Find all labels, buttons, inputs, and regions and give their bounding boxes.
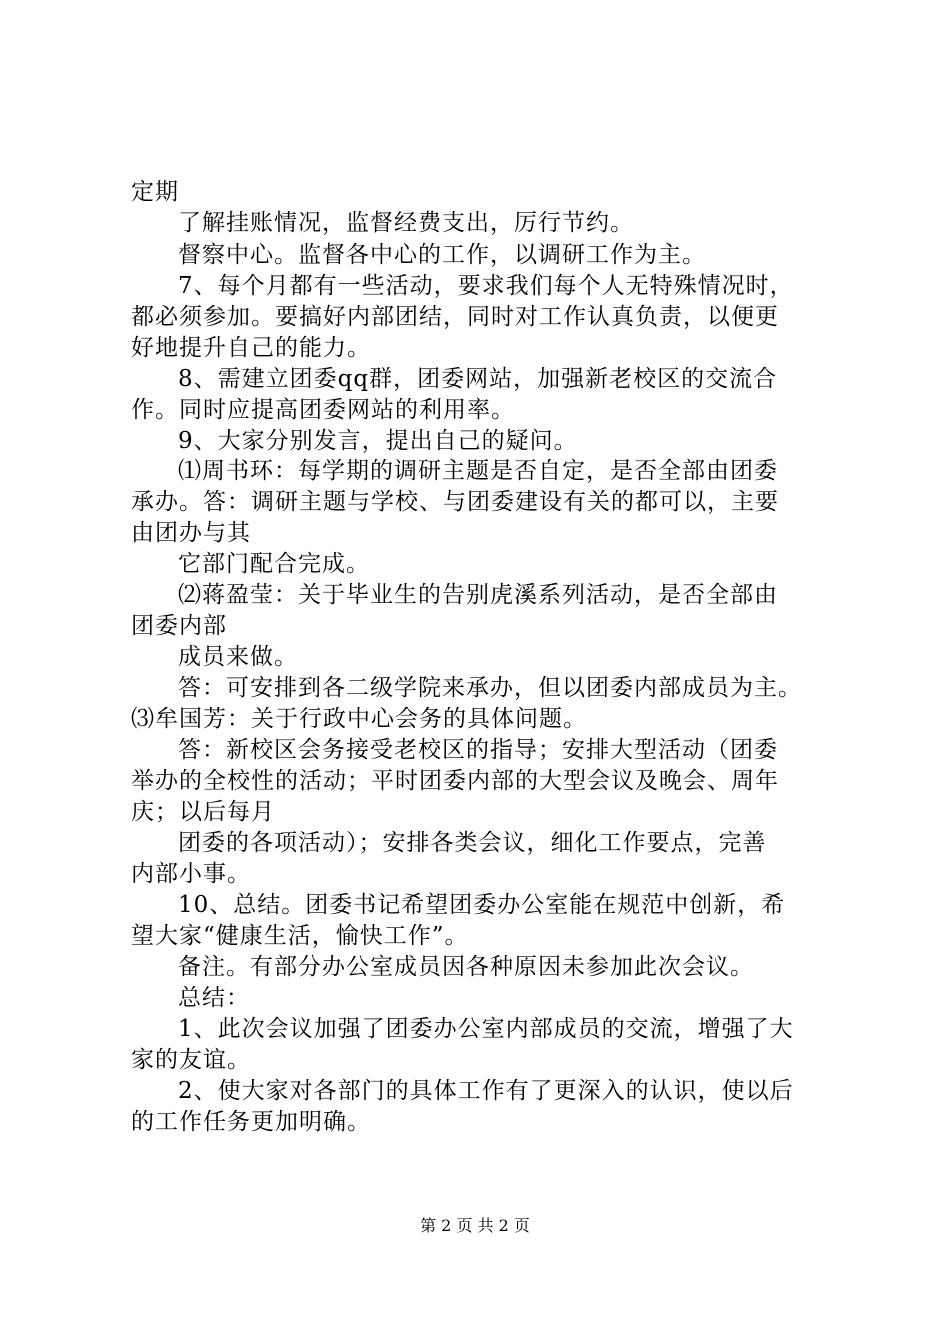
text-line: 团委的各项活动）；安排各类会议，细化工作要点，完善 [178, 830, 767, 856]
text-line: 了解挂账情况，监督经费支出，厉行节约。 [178, 210, 634, 236]
text-line: 成员来做。 [178, 644, 298, 670]
text-line: 好地提升自己的能力。 [131, 335, 371, 361]
text-line: 作。同时应提高团委网站的利用率。 [131, 397, 515, 423]
text-line: 内部小事。 [131, 861, 251, 887]
text-line: 都必须参加。要搞好内部团结，同时对工作认真负责，以便更 [131, 304, 779, 330]
text-line: 8、需建立团委qq群，团委网站，加强新老校区的交流合 [178, 366, 778, 392]
text-line: ⑶牟国芳：关于行政中心会务的具体问题。 [131, 706, 587, 732]
text-line: 备注。有部分办公室成员因各种原因未参加此次会议。 [178, 954, 754, 980]
text-line: 7、每个月都有一些活动，要求我们每个人无特殊情况时， [178, 273, 794, 299]
text-line: 总结： [178, 985, 250, 1011]
text-line: 举办的全校性的活动；平时团委内部的大型会议及晚会、周年 [131, 768, 779, 794]
text-line: 答：新校区会务接受老校区的指导；安排大型活动（团委 [178, 737, 778, 763]
text-line: 督察中心。监督各中心的工作，以调研工作为主。 [178, 242, 706, 268]
text-line: 家的友谊。 [131, 1047, 251, 1073]
text-line: 2、使大家对各部门的具体工作有了更深入的认识，使以后 [178, 1078, 794, 1104]
text-line: 它部门配合完成。 [178, 551, 370, 577]
text-line: 由团办与其 [131, 520, 251, 546]
text-line: 庆；以后每月 [131, 799, 275, 825]
text-line: 望大家“健康生活，愉快工作”。 [131, 923, 469, 949]
text-line: 10、总结。团委书记希望团委办公室能在规范中创新，希 [178, 892, 786, 918]
text-line: 的工作任务更加明确。 [131, 1109, 371, 1135]
page-number-footer: 第 2 页 共 2 页 [420, 1216, 530, 1235]
text-line: 定期 [131, 179, 179, 205]
text-line: 承办。答：调研主题与学校、与团委建设有关的都可以，主要 [131, 489, 779, 515]
text-line: 团委内部 [131, 613, 227, 639]
text-line: ⑵蒋盈莹：关于毕业生的告别虎溪系列活动，是否全部由 [178, 582, 778, 608]
text-line: ⑴周书环：每学期的调研主题是否自定，是否全部由团委 [178, 458, 778, 484]
text-line: 9、大家分别发言，提出自己的疑问。 [178, 428, 578, 454]
text-line: 答：可安排到各二级学院来承办，但以团委内部成员为主。 [178, 675, 802, 701]
text-line: 1、此次会议加强了团委办公室内部成员的交流，增强了大 [178, 1016, 794, 1042]
